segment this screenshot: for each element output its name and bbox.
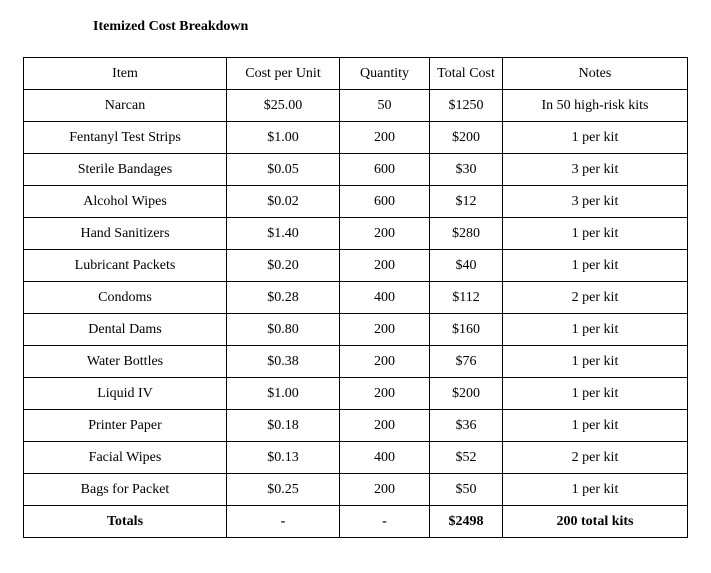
cost-breakdown-table (23, 57, 688, 538)
quantity-cell: 600 (340, 186, 430, 218)
totals-quantity: - (340, 506, 430, 538)
item-cell: Printer Paper (24, 410, 227, 442)
cost-per-unit-cell: $25.00 (227, 90, 340, 122)
totals-label: Totals (24, 506, 227, 538)
table-row (24, 314, 688, 346)
table-row (24, 186, 688, 218)
total-cost-cell: $112 (430, 282, 503, 314)
table-row (24, 410, 688, 442)
quantity-cell: 200 (340, 218, 430, 250)
quantity-cell: 200 (340, 122, 430, 154)
total-cost-cell: $40 (430, 250, 503, 282)
cost-per-unit-cell: $0.25 (227, 474, 340, 506)
cost-per-unit-cell: $0.38 (227, 346, 340, 378)
table-row (24, 282, 688, 314)
notes-cell: 1 per kit (503, 218, 688, 250)
item-cell: Bags for Packet (24, 474, 227, 506)
total-cost-cell: $200 (430, 378, 503, 410)
cost-per-unit-cell: $0.05 (227, 154, 340, 186)
notes-cell: In 50 high-risk kits (503, 90, 688, 122)
notes-cell: 1 per kit (503, 346, 688, 378)
table-row (24, 154, 688, 186)
table-row (24, 474, 688, 506)
column-header-item: Item (24, 58, 227, 90)
cost-per-unit-cell: $0.18 (227, 410, 340, 442)
total-cost-cell: $12 (430, 186, 503, 218)
column-header-quantity: Quantity (340, 58, 430, 90)
table-row (24, 346, 688, 378)
table-row (24, 442, 688, 474)
notes-cell: 3 per kit (503, 154, 688, 186)
cost-per-unit-cell: $0.02 (227, 186, 340, 218)
quantity-cell: 600 (340, 154, 430, 186)
notes-cell: 2 per kit (503, 282, 688, 314)
cost-per-unit-cell: $1.40 (227, 218, 340, 250)
total-cost-cell: $200 (430, 122, 503, 154)
cost-per-unit-cell: $0.28 (227, 282, 340, 314)
quantity-cell: 50 (340, 90, 430, 122)
quantity-cell: 200 (340, 410, 430, 442)
quantity-cell: 200 (340, 474, 430, 506)
item-cell: Condoms (24, 282, 227, 314)
total-cost-cell: $52 (430, 442, 503, 474)
notes-cell: 1 per kit (503, 122, 688, 154)
cost-per-unit-cell: $1.00 (227, 378, 340, 410)
total-cost-cell: $280 (430, 218, 503, 250)
notes-cell: 1 per kit (503, 410, 688, 442)
cost-per-unit-cell: $0.13 (227, 442, 340, 474)
table-row (24, 218, 688, 250)
quantity-cell: 400 (340, 442, 430, 474)
table-header-row (24, 58, 688, 90)
table-row (24, 378, 688, 410)
item-cell: Water Bottles (24, 346, 227, 378)
notes-cell: 1 per kit (503, 474, 688, 506)
cost-per-unit-cell: $0.20 (227, 250, 340, 282)
notes-cell: 2 per kit (503, 442, 688, 474)
notes-cell: 3 per kit (503, 186, 688, 218)
column-header-total-cost: Total Cost (430, 58, 503, 90)
item-cell: Fentanyl Test Strips (24, 122, 227, 154)
table-row (24, 122, 688, 154)
item-cell: Alcohol Wipes (24, 186, 227, 218)
item-cell: Hand Sanitizers (24, 218, 227, 250)
page-title: Itemized Cost Breakdown (93, 19, 249, 34)
item-cell: Lubricant Packets (24, 250, 227, 282)
quantity-cell: 200 (340, 314, 430, 346)
item-cell: Sterile Bandages (24, 154, 227, 186)
quantity-cell: 200 (340, 346, 430, 378)
totals-cost-per-unit: - (227, 506, 340, 538)
cost-per-unit-cell: $1.00 (227, 122, 340, 154)
total-cost-cell: $160 (430, 314, 503, 346)
column-header-notes: Notes (503, 58, 688, 90)
notes-cell: 1 per kit (503, 314, 688, 346)
quantity-cell: 400 (340, 282, 430, 314)
totals-row (24, 506, 688, 538)
item-cell: Narcan (24, 90, 227, 122)
item-cell: Facial Wipes (24, 442, 227, 474)
total-cost-cell: $36 (430, 410, 503, 442)
column-header-cost-per-unit: Cost per Unit (227, 58, 340, 90)
item-cell: Dental Dams (24, 314, 227, 346)
table-row (24, 90, 688, 122)
quantity-cell: 200 (340, 378, 430, 410)
total-cost-cell: $50 (430, 474, 503, 506)
total-cost-cell: $1250 (430, 90, 503, 122)
cost-per-unit-cell: $0.80 (227, 314, 340, 346)
item-cell: Liquid IV (24, 378, 227, 410)
total-cost-cell: $30 (430, 154, 503, 186)
notes-cell: 1 per kit (503, 378, 688, 410)
notes-cell: 1 per kit (503, 250, 688, 282)
table-row (24, 250, 688, 282)
quantity-cell: 200 (340, 250, 430, 282)
totals-total-cost: $2498 (430, 506, 503, 538)
total-cost-cell: $76 (430, 346, 503, 378)
totals-notes: 200 total kits (503, 506, 688, 538)
